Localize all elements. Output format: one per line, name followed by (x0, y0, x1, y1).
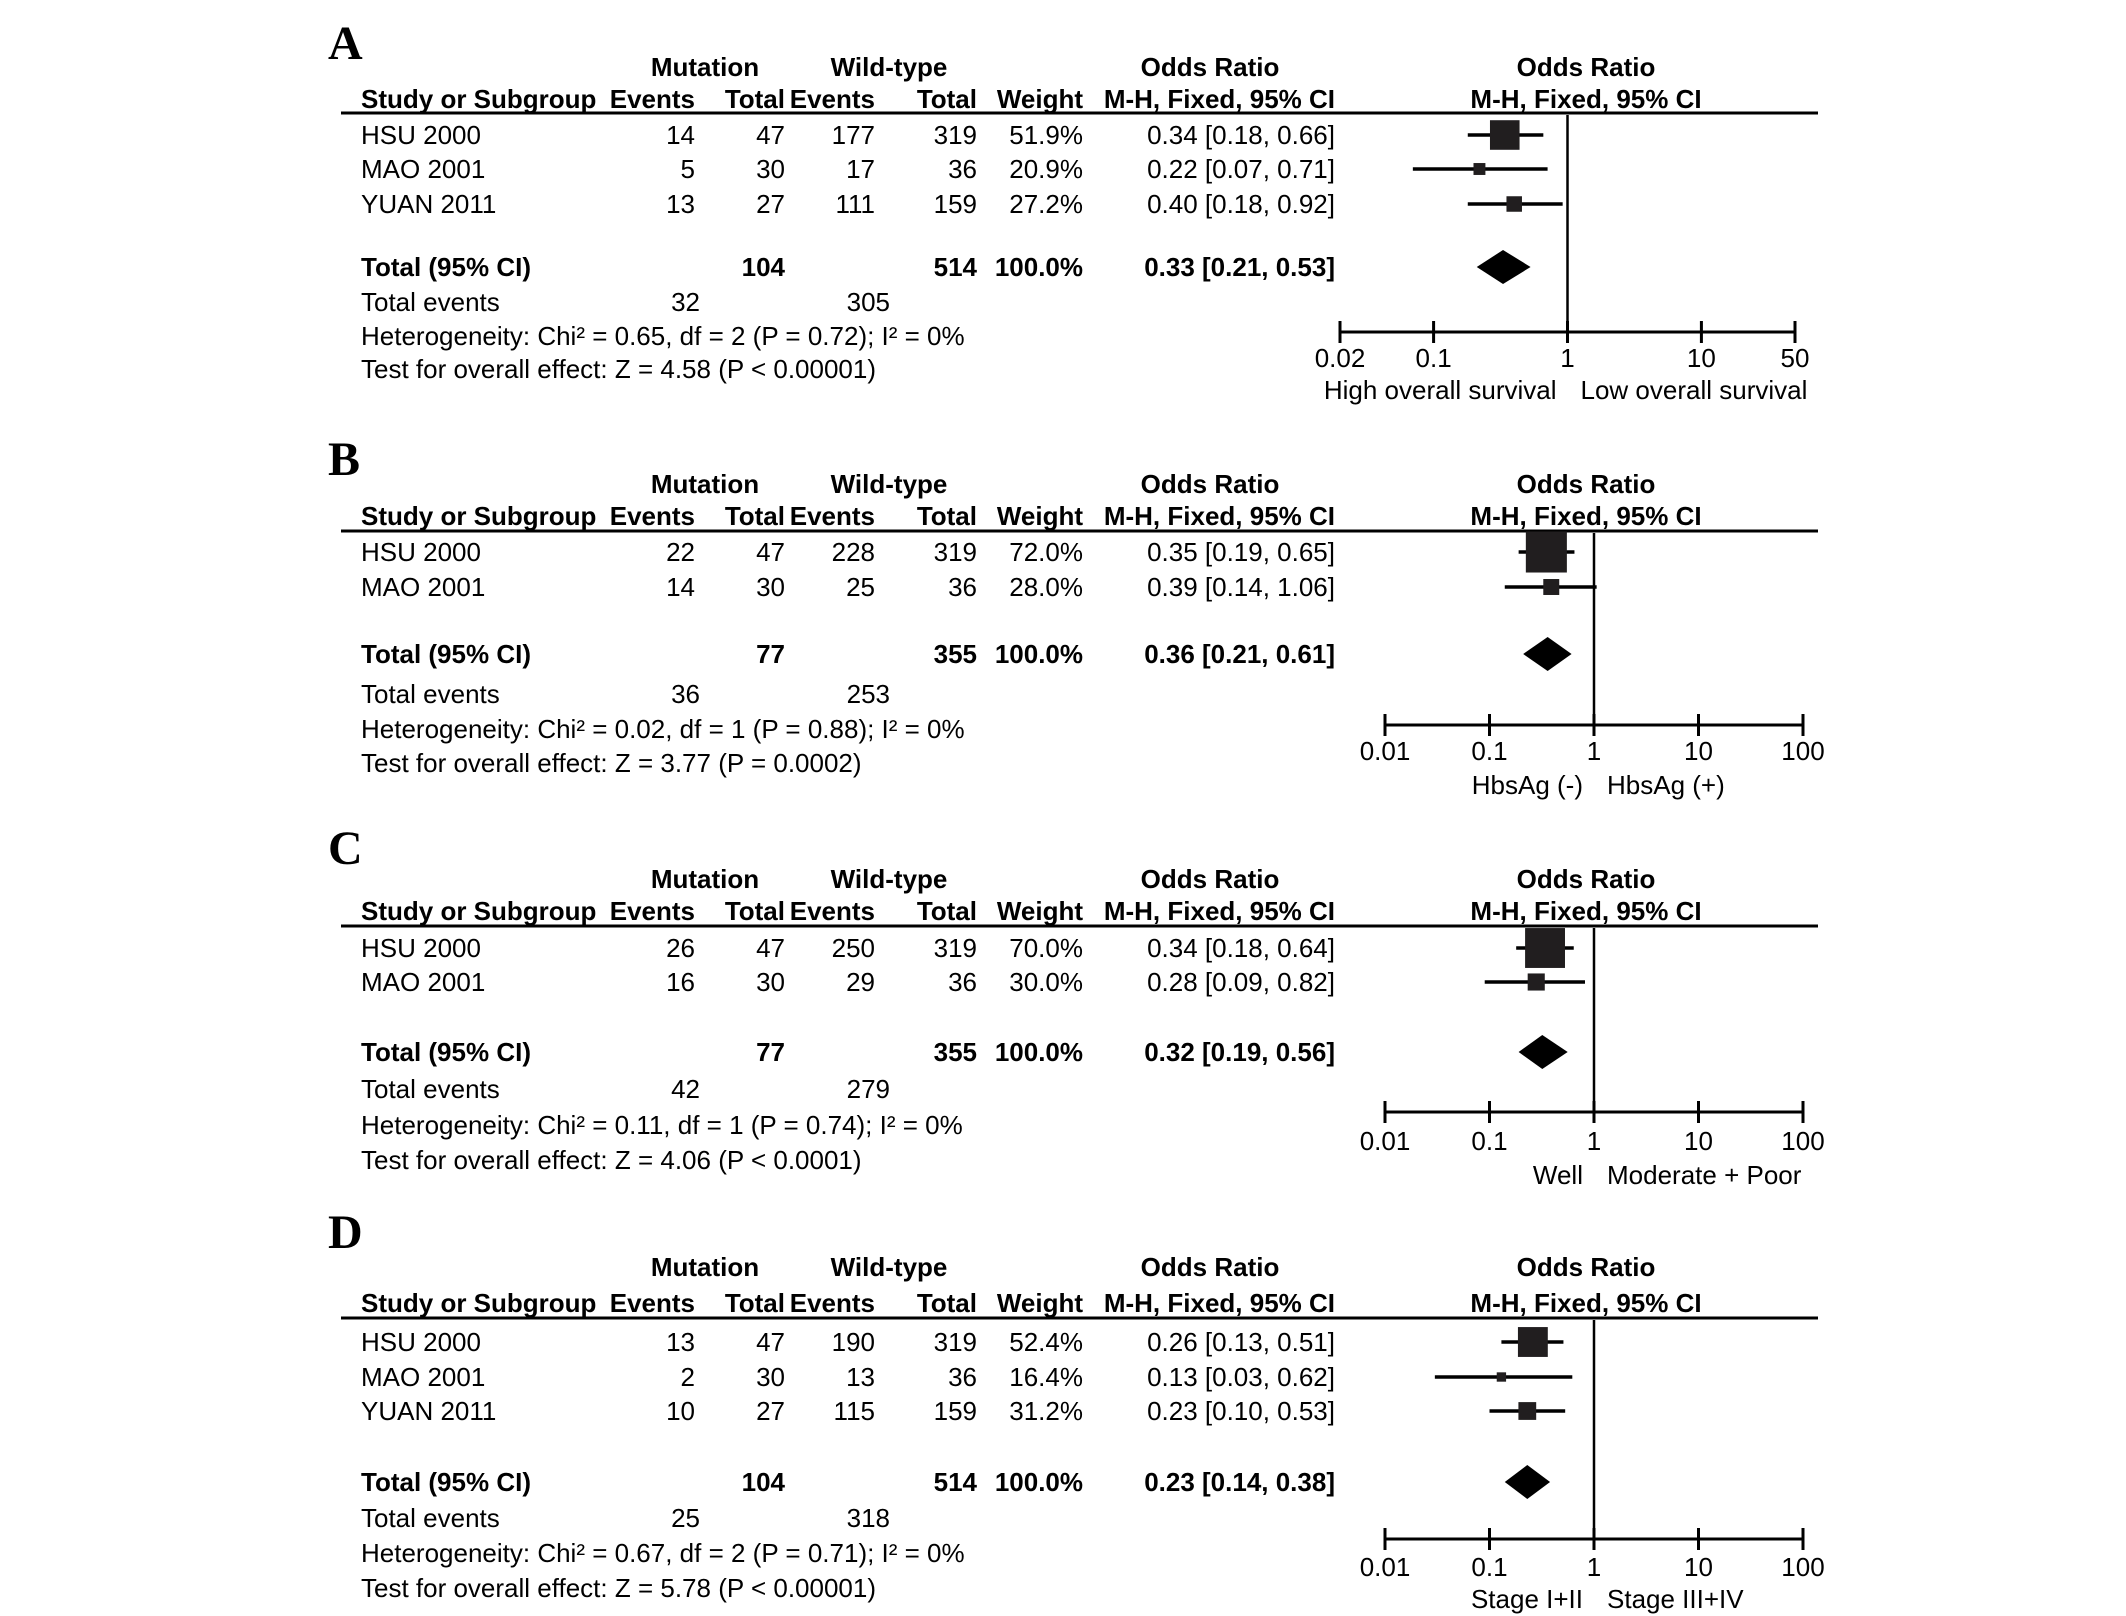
events-column-header: Events (609, 84, 695, 114)
weight-value: 30.0% (1009, 967, 1083, 997)
events2-column-header: Events (789, 896, 875, 926)
mutation-total: 47 (756, 120, 785, 150)
study-name: YUAN 2011 (361, 189, 497, 219)
wildtype-total: 36 (948, 967, 977, 997)
direction-label-left: High overall survival (1323, 375, 1557, 405)
or-ci-text: 0.26 [0.13, 0.51] (1147, 1327, 1335, 1357)
total-diamond (1519, 1035, 1568, 1069)
axis-tick-label: 10 (1686, 343, 1716, 373)
total-events-wildtype: 318 (846, 1503, 890, 1533)
overall-effect-text: Test for overall effect: Z = 5.78 (P < 0.00001) (361, 1573, 876, 1603)
events2-column-header: Events (789, 84, 875, 114)
events2-column-header: Events (789, 1288, 875, 1318)
study-column-header: Study or Subgroup (361, 1288, 597, 1318)
mutation-events: 5 (680, 154, 695, 184)
or-point-square (1526, 531, 1567, 572)
study-column-header: Study or Subgroup (361, 896, 597, 926)
or-point-square (1490, 120, 1520, 150)
study-name: HSU 2000 (361, 537, 481, 567)
total-column-header: Total (724, 1288, 785, 1318)
total-diamond (1477, 250, 1531, 284)
overall-effect-text: Test for overall effect: Z = 4.58 (P < 0.00001) (361, 354, 876, 384)
study-name: MAO 2001 (361, 967, 486, 997)
weight-column-header: Weight (996, 84, 1083, 114)
wildtype-events: 250 (831, 933, 875, 963)
total-events-label: Total events (361, 287, 500, 317)
odds-ratio-plot-header: Odds Ratio (1516, 1252, 1656, 1282)
total2-column-header: Total (916, 1288, 977, 1318)
wildtype-total: 319 (933, 120, 977, 150)
mutation-events: 14 (666, 572, 695, 602)
study-column-header: Study or Subgroup (361, 84, 597, 114)
wildtype-events: 115 (833, 1396, 875, 1426)
events-column-header: Events (609, 1288, 695, 1318)
heterogeneity-text: Heterogeneity: Chi² = 0.65, df = 2 (P = 0.72); I² = 0% (361, 321, 965, 351)
weight-value: 51.9% (1009, 120, 1083, 150)
study-name: HSU 2000 (361, 1327, 481, 1357)
total-wildtype-total: 514 (933, 252, 977, 282)
total-or-ci-text: 0.36 [0.21, 0.61] (1144, 639, 1335, 669)
or-ci-text: 0.34 [0.18, 0.66] (1147, 120, 1335, 150)
total-weight: 100.0% (994, 1037, 1083, 1067)
wildtype-events: 228 (831, 537, 875, 567)
mh-ci-column-header: M-H, Fixed, 95% CI (1103, 84, 1335, 114)
axis-tick-label: 50 (1780, 343, 1810, 373)
total-column-header: Total (724, 896, 785, 926)
mh-ci-plot-header: M-H, Fixed, 95% CI (1470, 1288, 1702, 1318)
total-label: Total (95% CI) (361, 252, 531, 282)
mutation-total: 30 (756, 967, 785, 997)
total-label: Total (95% CI) (361, 1467, 531, 1497)
total-events-mutation: 36 (671, 679, 700, 709)
total-wildtype-total: 355 (933, 1037, 977, 1067)
total-column-header: Total (724, 84, 785, 114)
or-point-square (1518, 1402, 1536, 1420)
total-events-label: Total events (361, 1074, 500, 1104)
total-label: Total (95% CI) (361, 639, 531, 669)
odds-ratio-plot-header: Odds Ratio (1516, 52, 1656, 82)
weight-column-header: Weight (996, 501, 1083, 531)
total-events-wildtype: 279 (846, 1074, 890, 1104)
weight-value: 72.0% (1009, 537, 1083, 567)
wildtype-events: 17 (846, 154, 875, 184)
axis-tick-label: 10 (1684, 1126, 1713, 1156)
total2-column-header: Total (916, 896, 977, 926)
or-point-square (1497, 1372, 1506, 1381)
total-mutation-total: 104 (741, 252, 785, 282)
study-name: HSU 2000 (361, 120, 481, 150)
mutation-total: 27 (756, 189, 785, 219)
mutation-group-header: Mutation (650, 469, 760, 499)
mh-ci-plot-header: M-H, Fixed, 95% CI (1470, 896, 1702, 926)
total-events-label: Total events (361, 1503, 500, 1533)
total-wildtype-total: 355 (933, 639, 977, 669)
mutation-events: 22 (666, 537, 695, 567)
total-events-mutation: 32 (671, 287, 700, 317)
panel-letter: B (328, 433, 361, 486)
axis-tick-label: 1 (1560, 343, 1575, 373)
wildtype-group-header: Wild-type (830, 469, 948, 499)
mutation-total: 47 (756, 933, 785, 963)
total-or-ci-text: 0.23 [0.14, 0.38] (1144, 1467, 1335, 1497)
mutation-group-header: Mutation (650, 864, 760, 894)
axis-tick-label: 0.01 (1359, 1552, 1411, 1582)
odds-ratio-plot-header: Odds Ratio (1516, 469, 1656, 499)
mh-ci-column-header: M-H, Fixed, 95% CI (1103, 501, 1335, 531)
study-name: MAO 2001 (361, 572, 486, 602)
wildtype-total: 36 (948, 1362, 977, 1392)
total-weight: 100.0% (994, 639, 1083, 669)
wildtype-events: 190 (831, 1327, 875, 1357)
mutation-total: 47 (756, 1327, 785, 1357)
total-events-mutation: 42 (671, 1074, 700, 1104)
total-events-wildtype: 253 (846, 679, 890, 709)
panel-letter: C (328, 822, 363, 875)
wildtype-total: 159 (933, 189, 977, 219)
total2-column-header: Total (916, 501, 977, 531)
axis-tick-label: 1 (1586, 736, 1602, 766)
mutation-events: 2 (680, 1362, 695, 1392)
weight-column-header: Weight (996, 1288, 1083, 1318)
total2-column-header: Total (916, 84, 977, 114)
mh-ci-plot-header: M-H, Fixed, 95% CI (1470, 501, 1702, 531)
or-ci-text: 0.35 [0.19, 0.65] (1147, 537, 1335, 567)
axis-tick-label: 100 (1781, 1552, 1825, 1582)
odds-ratio-header: Odds Ratio (1140, 52, 1280, 82)
odds-ratio-header: Odds Ratio (1140, 1252, 1280, 1282)
overall-effect-text: Test for overall effect: Z = 3.77 (P = 0.0002) (361, 748, 862, 778)
total-diamond (1505, 1465, 1550, 1499)
total-wildtype-total: 514 (933, 1467, 977, 1497)
axis-tick-label: 0.01 (1359, 736, 1411, 766)
axis-tick-label: 0.1 (1471, 1126, 1508, 1156)
odds-ratio-header: Odds Ratio (1140, 864, 1280, 894)
direction-label-left: Stage I+II (1470, 1584, 1583, 1614)
total-mutation-total: 104 (741, 1467, 785, 1497)
or-point-square (1528, 973, 1545, 990)
study-name: MAO 2001 (361, 1362, 486, 1392)
axis-tick-label: 0.1 (1471, 736, 1508, 766)
weight-value: 31.2% (1009, 1396, 1083, 1426)
mutation-total: 27 (756, 1396, 785, 1426)
or-ci-text: 0.40 [0.18, 0.92] (1147, 189, 1335, 219)
or-point-square (1518, 1327, 1548, 1357)
direction-label-right: HbsAg (+) (1607, 770, 1725, 800)
weight-value: 70.0% (1009, 933, 1083, 963)
wildtype-total: 319 (933, 537, 977, 567)
total-label: Total (95% CI) (361, 1037, 531, 1067)
mutation-total: 30 (756, 1362, 785, 1392)
odds-ratio-plot-header: Odds Ratio (1516, 864, 1656, 894)
total-or-ci-text: 0.33 [0.21, 0.53] (1144, 252, 1335, 282)
or-point-square (1543, 579, 1559, 595)
odds-ratio-header: Odds Ratio (1140, 469, 1280, 499)
wildtype-total: 319 (933, 933, 977, 963)
mutation-total: 30 (756, 154, 785, 184)
heterogeneity-text: Heterogeneity: Chi² = 0.11, df = 1 (P = 0.74); I² = 0% (361, 1110, 963, 1140)
weight-value: 28.0% (1009, 572, 1083, 602)
wildtype-events: 13 (846, 1362, 875, 1392)
or-ci-text: 0.34 [0.18, 0.64] (1147, 933, 1335, 963)
events-column-header: Events (609, 896, 695, 926)
or-ci-text: 0.28 [0.09, 0.82] (1147, 967, 1335, 997)
wildtype-group-header: Wild-type (830, 1252, 948, 1282)
total-mutation-total: 77 (756, 1037, 785, 1067)
direction-label-left: Well (1532, 1160, 1583, 1190)
mutation-group-header: Mutation (650, 52, 760, 82)
total-events-mutation: 25 (671, 1503, 700, 1533)
direction-label-left: HbsAg (-) (1471, 770, 1583, 800)
mutation-group-header: Mutation (650, 1252, 760, 1282)
axis-tick-label: 10 (1684, 1552, 1713, 1582)
mh-ci-column-header: M-H, Fixed, 95% CI (1103, 1288, 1335, 1318)
wildtype-group-header: Wild-type (830, 52, 948, 82)
direction-label-right: Stage III+IV (1607, 1584, 1744, 1614)
weight-value: 27.2% (1009, 189, 1083, 219)
study-column-header: Study or Subgroup (361, 501, 597, 531)
total-or-ci-text: 0.32 [0.19, 0.56] (1144, 1037, 1335, 1067)
or-point-square (1525, 928, 1565, 968)
or-ci-text: 0.22 [0.07, 0.71] (1147, 154, 1335, 184)
mutation-events: 26 (666, 933, 695, 963)
wildtype-events: 177 (831, 120, 875, 150)
weight-value: 52.4% (1009, 1327, 1083, 1357)
total-column-header: Total (724, 501, 785, 531)
wildtype-total: 319 (933, 1327, 977, 1357)
mh-ci-column-header: M-H, Fixed, 95% CI (1103, 896, 1335, 926)
mutation-events: 10 (666, 1396, 695, 1426)
wildtype-events: 29 (846, 967, 875, 997)
direction-label-right: Low overall survival (1580, 375, 1808, 405)
wildtype-group-header: Wild-type (830, 864, 948, 894)
study-name: YUAN 2011 (361, 1396, 497, 1426)
axis-tick-label: 0.01 (1359, 1126, 1411, 1156)
weight-value: 16.4% (1009, 1362, 1083, 1392)
mutation-events: 16 (666, 967, 695, 997)
study-name: MAO 2001 (361, 154, 486, 184)
events-column-header: Events (609, 501, 695, 531)
mutation-events: 13 (666, 1327, 695, 1357)
total-diamond (1523, 637, 1571, 671)
total-mutation-total: 77 (756, 639, 785, 669)
wildtype-events: 111 (835, 189, 875, 219)
mutation-events: 14 (666, 120, 695, 150)
heterogeneity-text: Heterogeneity: Chi² = 0.67, df = 2 (P = 0.71); I² = 0% (361, 1538, 965, 1568)
axis-tick-label: 100 (1781, 736, 1825, 766)
or-ci-text: 0.13 [0.03, 0.62] (1147, 1362, 1335, 1392)
axis-tick-label: 1 (1586, 1552, 1602, 1582)
mutation-events: 13 (666, 189, 695, 219)
weight-value: 20.9% (1009, 154, 1083, 184)
total-events-wildtype: 305 (846, 287, 890, 317)
wildtype-total: 36 (948, 572, 977, 602)
total-weight: 100.0% (994, 1467, 1083, 1497)
axis-tick-label: 100 (1781, 1126, 1825, 1156)
panel-letter: D (328, 1206, 363, 1259)
or-ci-text: 0.39 [0.14, 1.06] (1147, 572, 1335, 602)
or-ci-text: 0.23 [0.10, 0.53] (1147, 1396, 1335, 1426)
or-point-square (1506, 196, 1522, 212)
total-events-label: Total events (361, 679, 500, 709)
total-weight: 100.0% (994, 252, 1083, 282)
wildtype-total: 36 (948, 154, 977, 184)
overall-effect-text: Test for overall effect: Z = 4.06 (P < 0.0001) (361, 1145, 862, 1175)
weight-column-header: Weight (996, 896, 1083, 926)
mh-ci-plot-header: M-H, Fixed, 95% CI (1470, 84, 1702, 114)
axis-tick-label: 0.02 (1314, 343, 1366, 373)
panel-letter: A (328, 17, 363, 70)
axis-tick-label: 0.1 (1415, 343, 1452, 373)
or-point-square (1473, 163, 1485, 175)
axis-tick-label: 1 (1586, 1126, 1602, 1156)
wildtype-events: 25 (846, 572, 875, 602)
mutation-total: 30 (756, 572, 785, 602)
direction-label-right: Moderate + Poor (1607, 1160, 1802, 1190)
events2-column-header: Events (789, 501, 875, 531)
wildtype-total: 159 (933, 1396, 977, 1426)
mutation-total: 47 (756, 537, 785, 567)
axis-tick-label: 0.1 (1471, 1552, 1508, 1582)
study-name: HSU 2000 (361, 933, 481, 963)
heterogeneity-text: Heterogeneity: Chi² = 0.02, df = 1 (P = 0.88); I² = 0% (361, 714, 965, 744)
axis-tick-label: 10 (1684, 736, 1713, 766)
